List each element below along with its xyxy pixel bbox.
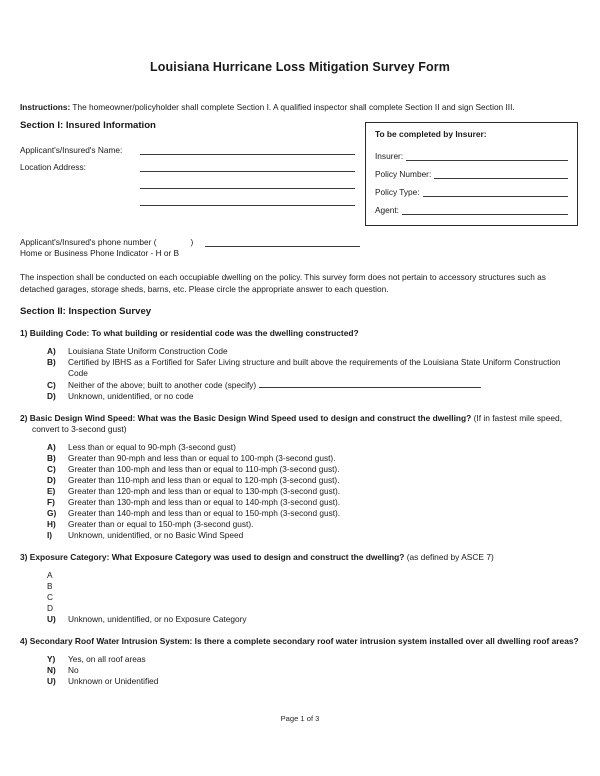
answer-text: Certified by IBHS as a Fortified for Safer Living structure and built above the requirements of the Louisiana State Uniform Construction Code xyxy=(68,356,561,378)
field-write-line[interactable] xyxy=(434,167,568,179)
field-policy-number[interactable] xyxy=(375,161,568,179)
page-footer: Page 1 of 3 xyxy=(280,714,320,723)
field-location-address[interactable] xyxy=(20,155,365,172)
answer-option[interactable] xyxy=(20,592,580,603)
field-label: Policy Number: xyxy=(375,169,432,180)
answer-text xyxy=(68,379,580,391)
answer-option[interactable] xyxy=(20,676,580,687)
answer-text: Less than or equal to 90-mph (3-second gust) xyxy=(68,441,236,452)
question-3 xyxy=(20,552,580,625)
question-text xyxy=(20,636,580,647)
answer-letter: Y) xyxy=(47,653,56,664)
field-label: Location Address: xyxy=(20,162,86,173)
question-text xyxy=(20,328,580,339)
answer-letter: D) xyxy=(47,390,56,401)
answer-text: Greater than 120-mph and less than or equal to 130-mph (3-second gust). xyxy=(68,485,341,496)
field-label-close: ) xyxy=(190,237,194,248)
question-number: 1) xyxy=(20,327,28,338)
answer-letter: B xyxy=(47,580,53,591)
question-normal-text: (If in fastest mile speed, convert to 3-second gust) xyxy=(32,412,563,434)
answer-text: Unknown, unidentified, or no Exposure Category xyxy=(68,613,247,624)
answer-text: Greater than 90-mph and less than or equal to 100-mph (3-second gust). xyxy=(68,452,336,463)
answer-text: Greater than 110-mph and less than or equal to 120-mph (3-second gust). xyxy=(68,474,340,485)
answer-option[interactable] xyxy=(20,379,580,391)
field-write-line[interactable] xyxy=(402,203,568,215)
answer-option[interactable] xyxy=(20,486,580,497)
answer-text: Greater than 140-mph and less than or equal to 150-mph (3-second gust). xyxy=(68,507,341,518)
field-write-line[interactable] xyxy=(423,185,568,197)
field-write-line[interactable] xyxy=(140,160,355,172)
field-write-line[interactable] xyxy=(406,149,568,161)
field-write-line[interactable] xyxy=(205,236,360,247)
question-bold-text: Exposure Category: What Exposure Category was used to design and construct the dwelling? xyxy=(27,551,405,562)
answer-option[interactable] xyxy=(20,603,580,614)
answer-letter: D xyxy=(47,602,53,613)
answer-option[interactable] xyxy=(20,581,580,592)
answer-letter: H) xyxy=(47,518,56,529)
insured-information-region xyxy=(20,120,580,232)
insured-information-column xyxy=(20,120,365,206)
answer-option[interactable] xyxy=(20,464,580,475)
answer-text: Greater than 100-mph and less than or equal to 110-mph (3-second gust). xyxy=(68,463,340,474)
field-write-line[interactable] xyxy=(140,143,355,155)
insurer-box xyxy=(365,122,578,226)
answer-text: Louisiana State Uniform Construction Code xyxy=(68,345,228,356)
answer-text-label: Neither of the above; built to another code (specify) xyxy=(68,379,257,390)
field-write-line[interactable] xyxy=(140,177,355,189)
answer-option[interactable] xyxy=(20,475,580,486)
answer-text: No xyxy=(68,664,79,675)
insurer-box-heading: To be completed by Insurer: xyxy=(375,129,487,140)
question-1 xyxy=(20,328,580,402)
answer-letter: E) xyxy=(47,485,56,496)
answer-letter: U) xyxy=(47,676,56,686)
answer-text: Yes, on all roof areas xyxy=(68,653,146,664)
instructions-label: Instructions: xyxy=(20,102,71,112)
answer-letter: N) xyxy=(47,664,56,675)
field-phone-number[interactable] xyxy=(20,234,580,247)
field-agent[interactable] xyxy=(375,197,568,215)
answer-letter: C) xyxy=(47,379,56,390)
question-text xyxy=(20,413,580,435)
field-label: Applicant's/Insured's Name: xyxy=(20,145,123,156)
answer-option[interactable] xyxy=(20,346,580,357)
answer-option[interactable] xyxy=(20,665,580,676)
answer-option[interactable] xyxy=(20,530,580,541)
section-2-heading: Section II: Inspection Survey xyxy=(20,305,152,317)
answer-list xyxy=(20,442,580,541)
answer-text: Greater than or equal to 150-mph (3-second gust). xyxy=(68,518,254,529)
instructions-line xyxy=(20,102,580,112)
answer-letter: G) xyxy=(47,507,57,518)
answer-option[interactable] xyxy=(20,391,580,402)
question-text xyxy=(20,552,580,563)
question-2 xyxy=(20,413,580,541)
field-location-address-line3[interactable] xyxy=(20,189,365,206)
answer-text: Unknown, unidentified, or no code xyxy=(68,390,194,401)
answer-option[interactable] xyxy=(20,357,580,379)
answer-list xyxy=(20,654,580,687)
field-write-line[interactable] xyxy=(140,194,355,206)
field-applicant-name[interactable] xyxy=(20,138,365,155)
answer-text: Greater than 130-mph and less than or equal to 140-mph (3-second gust). xyxy=(68,496,341,507)
specify-write-line[interactable] xyxy=(259,379,481,388)
page-content xyxy=(20,0,580,687)
answer-letter: B) xyxy=(47,452,56,463)
field-policy-type[interactable] xyxy=(375,179,568,197)
field-location-address-line2[interactable] xyxy=(20,172,365,189)
answer-letter: I) xyxy=(47,529,53,540)
field-label: Applicant's/Insured's phone number ( xyxy=(20,237,157,248)
phone-number-block xyxy=(20,234,580,258)
question-bold-text: Building Code: To what building or residential code was the dwelling constructed? xyxy=(27,327,359,338)
answer-letter: U) xyxy=(47,613,56,624)
question-bold-text: Basic Design Wind Speed: What was the Basic Design Wind Speed used to design and construct the dwelling? xyxy=(27,412,472,423)
answer-letter: F) xyxy=(47,496,55,507)
answer-list xyxy=(20,570,580,625)
answer-list xyxy=(20,346,580,402)
answer-option[interactable] xyxy=(20,570,580,581)
answer-text: Unknown, unidentified, or no Basic Wind Speed xyxy=(68,529,244,540)
field-label: Policy Type: xyxy=(375,187,420,198)
inspection-notice-paragraph: The inspection shall be conducted on each occupiable dwelling on the policy. This survey form does not pertain to accessory structures such as detached garages, storage sheds, barns, etc. Please circle the appropriate answer to each question. xyxy=(20,272,546,294)
answer-option[interactable] xyxy=(20,508,580,519)
phone-indicator-label: Home or Business Phone Indicator - H or B xyxy=(20,248,180,259)
answer-letter: C xyxy=(47,591,53,602)
instructions-text: The homeowner/policyholder shall complete Section I. A qualified inspector shall complete Section II and sign Section III. xyxy=(70,102,515,112)
field-label: Agent: xyxy=(375,205,399,216)
answer-letter: A) xyxy=(47,345,56,356)
answer-letter: A) xyxy=(47,441,56,452)
answer-letter: A xyxy=(47,569,53,580)
page-title: Louisiana Hurricane Loss Mitigation Survey Form xyxy=(150,60,450,74)
answer-option[interactable] xyxy=(20,519,580,530)
question-4 xyxy=(20,636,580,687)
answer-option[interactable] xyxy=(20,614,580,625)
answer-letter: D) xyxy=(47,474,56,485)
answer-option[interactable] xyxy=(20,654,580,665)
answer-letter: B) xyxy=(47,356,56,367)
answer-option[interactable] xyxy=(20,442,580,453)
section-1-heading: Section I: Insured Information xyxy=(20,120,156,132)
question-bold-text: Secondary Roof Water Intrusion System: Is there a complete secondary roof water intrusion system installed over all dwelling roof areas? xyxy=(27,636,579,647)
answer-option[interactable] xyxy=(20,453,580,464)
field-label: Insurer: xyxy=(375,151,404,162)
question-number: 4) xyxy=(20,636,28,647)
answer-option[interactable] xyxy=(20,497,580,508)
field-insurer[interactable] xyxy=(375,143,568,161)
answer-text: Unknown or Unidentified xyxy=(68,676,159,686)
answer-letter: C) xyxy=(47,463,56,474)
question-number: 2) xyxy=(20,412,28,423)
question-number: 3) xyxy=(20,551,28,562)
question-normal-text: (as defined by ASCE 7) xyxy=(404,551,494,562)
